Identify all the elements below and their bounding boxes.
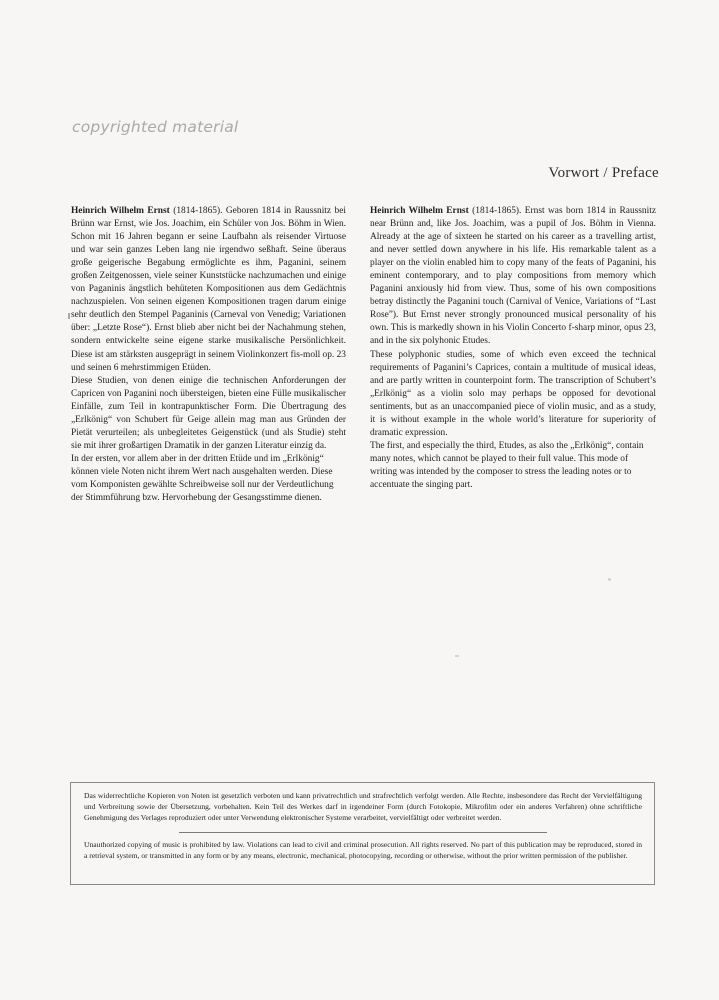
copyright-notice-german: Das widerrechtliche Kopieren von Noten ist gesetzlich verboten und kann privatrechtlich und strafrechtlich verfolgt werden. Alle Rechte, insbesondere das Recht der Vervielfältigung und Verbreitung sowie der Übersetzung, vorbehalten. Kein Teil des Werkes darf in irgendeiner Form (durch Fotokopie, Mikrofilm oder ein anderes Verfahren) ohne schriftliche Genehmigung des Verlages reproduziert oder unter Verwendung elektronischer Systeme verarbeitet, vervielfältigt oder verbreitet werden. <box>84 791 642 823</box>
copyright-notice-english: Unauthorized copying of music is prohibited by law. Violations can lead to civil and criminal prosecution. All rights reserved. No part of this publication may be reproduced, stored in a retrieval system, or transmitted in any form or by any means, electronic, mechanical, photocopying, recording or otherwise, without the prior written permission of the publisher. <box>84 840 642 861</box>
paragraph-english-1: Heinrich Wilhelm Ernst (1814-1865). Ernst was born 1814 in Raussnitz near Brünn and, like Jos. Joachim, was a pupil of Jos. Böhm in Vienna. Already at the age of sixteen he started on his career as a travelling artist, and never settled down anywhere in his life. His remarkable talent as a player on the violin enabled him to copy many of the feats of Paganini, his eminent contemporary, and to play compositions from memory which Paganini anxiously hid from view. Thus, some of his own compositions betray distinctly the Paganini touch (Carnival of Venice, Variations of “Last Rose”). But Ernst never strongly pronounced musical personality of his own. This is markedly shown in his Violin Concerto f-sharp minor, opus 23, and in the six polyhonic Etudes. <box>370 206 656 347</box>
composer-name: Heinrich Wilhelm Ernst <box>71 206 170 216</box>
composer-name: Heinrich Wilhelm Ernst <box>370 206 469 216</box>
paragraph-german-2: Diese Studien, von denen einige die technischen Anforderungen der Capricen von Paganini noch übersteigen, bieten eine Fülle musikalischer Einfälle, zum Teil in kontrapunktischer Form. Die Übertragung des „Erlkönig“ von Schubert für Geige allein mag man aus Gründen der Pietät verurteilen; als unbegleitetes Geigenstück (und als Studie) steht sie mit ihrer großartigen Dramatik in der ganzen Literatur einzig da. <box>71 375 346 451</box>
paragraph-german-1: Heinrich Wilhelm Ernst (1814-1865). Geboren 1814 in Raussnitz bei Brünn war Ernst, wie Jos. Joachim, ein Schüler von Jos. Böhm in Wien. Schon mit 16 Jahren begann er seine Laufbahn als reisender Virtuose und war sein ganzes Leben lang nie irgendwo seßhaft. Seine überaus große geigerische Begabung ermöglichte es ihm, Paganini, seinem großen Zeitgenossen, viele seiner Kunststücke nachzumachen und einige von Paganinis ängstlich behüteten Kompositionen aus dem Gedächtnis nachzuspielen. Von seinen eigenen Kompositionen tragen darum einige sehr deutlich den Stempel Paganinis (Carneval von Venedig; Variationen über: „Letzte Rose“). Ernst blieb aber nicht bei der Nachahmung stehen, sondern entwickelte seine eigene starke musikalische Persönlichkeit. Diese ist am stärksten ausgeprägt in seinem Violinkonzert fis-moll op. 23 und seinen 6 mehrstimmigen Etüden. <box>71 206 346 373</box>
copyright-notice-box <box>70 782 655 885</box>
preface-column-english <box>370 205 656 492</box>
scan-artifact-speck <box>68 313 70 319</box>
paragraph-german-3: In der ersten, vor allem aber in der dritten Etüde und im „Erlkönig“ können viele Noten nicht ihrem Wert nach ausgehalten werden. Diese vom Komponisten gewählte Schreibweise soll nur der Verdeutlichung der Stimmführung bzw. Hervorhebung der Gesangsstimme dienen. <box>71 453 334 504</box>
page-title: Vorwort / Preface <box>548 165 659 181</box>
scan-artifact-speck <box>455 655 459 657</box>
paragraph-english-3: The first, and especially the third, Etudes, as also the „Erlkönig“, contain many notes, which cannot be played to their full value. This mode of writing was intended by the composer to stress the leading notes or to accentuate the singing part. <box>370 440 644 490</box>
paragraph-english-2: These polyphonic studies, some of which even exceed the technical requirements of Paganini’s Caprices, contain a multitude of musical ideas, and are partly written in counterpoint form. The transcription of Schubert’s „Erlkönig“ as a violin solo may perhaps be opposed for devotional sentiments, but as an unaccompanied piece of violin music, and as a study, it is without example in the whole world’s literature for superiority of dramatic expression. <box>370 349 656 438</box>
preface-column-german <box>71 205 346 505</box>
scan-artifact-speck <box>608 578 611 581</box>
notice-divider <box>179 832 547 833</box>
copyright-watermark: copyrighted material <box>72 118 239 136</box>
